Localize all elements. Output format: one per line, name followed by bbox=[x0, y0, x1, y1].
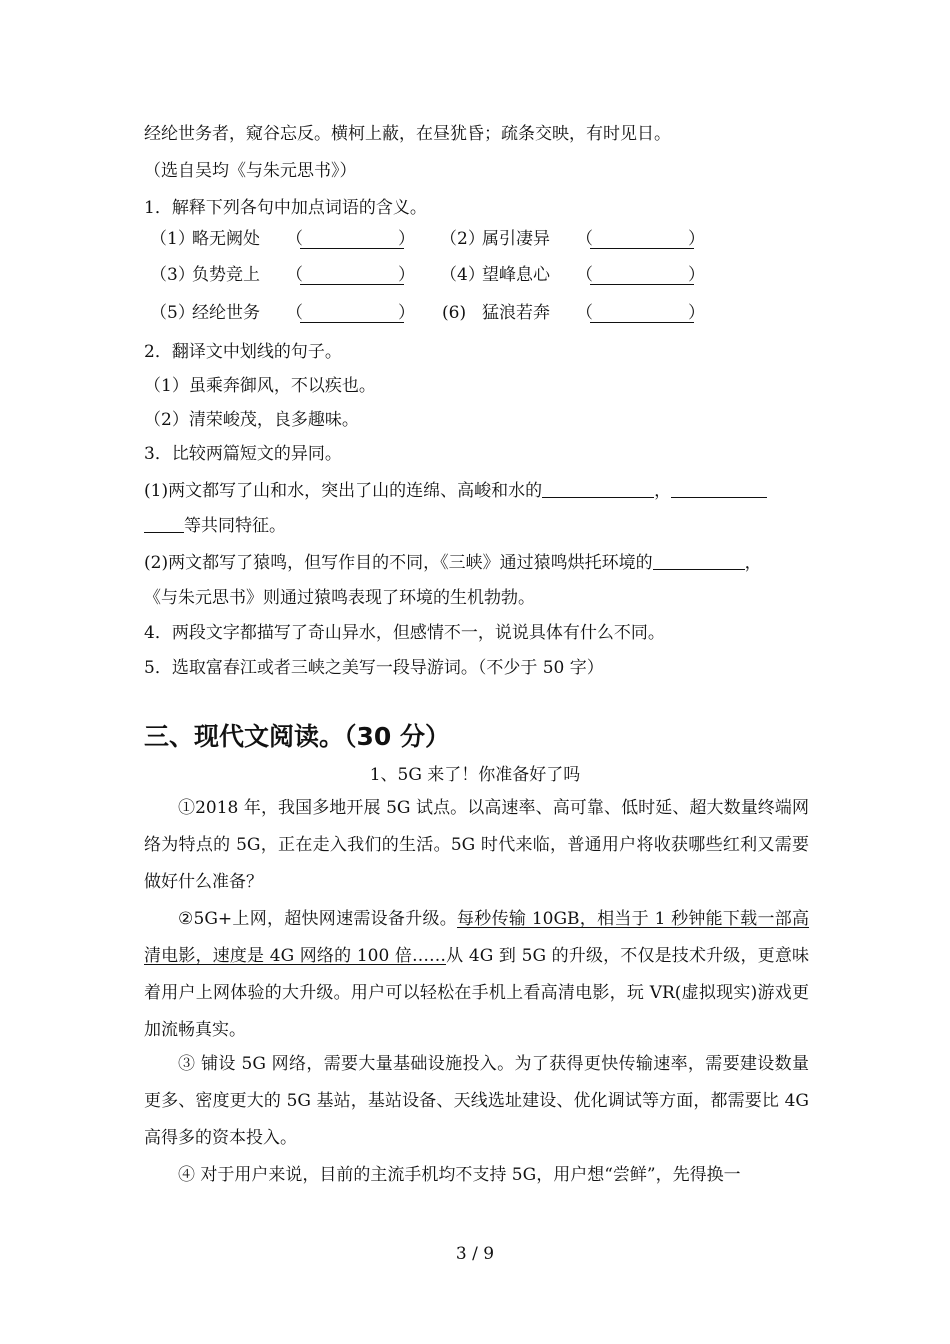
paragraph-1: ①2018 年，我国多地开展 5G 试点。以高速率、高可靠、低时延、超大数量终端网络为特点的 5G，正在走入我们的生活。5G 时代来临，普通用户将收获哪些红利又需要做好什么准备？ bbox=[144, 798, 809, 892]
q1-item-paren-r: ） bbox=[398, 265, 415, 285]
q1-item-text: 经纶世务 bbox=[192, 303, 260, 323]
question-2-sub-2: （2）清荣峻茂，良多趣味。 bbox=[144, 410, 359, 430]
q1-item-paren-l: （ bbox=[286, 303, 303, 323]
q3-2-text: (2)两文都写了猿鸣，但写作目的不同，《三峡》通过猿鸣烘托环境的 bbox=[144, 553, 653, 573]
question-3-sub-2-cont: 《与朱元思书》则通过猿鸣表现了环境的生机勃勃。 bbox=[144, 588, 535, 608]
q1-item-num: （5） bbox=[150, 303, 195, 323]
answer-blank[interactable] bbox=[590, 304, 694, 323]
q1-item-text: 猛浪若奔 bbox=[482, 303, 550, 323]
question-3: 3．比较两篇短文的异同。 bbox=[144, 444, 342, 464]
question-3-sub-1-cont bbox=[144, 514, 286, 537]
q1-item-text: 望峰息心 bbox=[482, 265, 550, 285]
question-5: 5．选取富春江或者三峡之美写一段导游词。（不少于 50 字） bbox=[144, 658, 604, 678]
section-title: 三、现代文阅读。（30 分） bbox=[144, 722, 450, 751]
page-number: 3 / 9 bbox=[455, 1244, 495, 1264]
q1-item-paren-r: ） bbox=[688, 303, 705, 323]
q1-item-num: （4） bbox=[440, 265, 485, 285]
answer-blank[interactable] bbox=[590, 230, 694, 249]
q1-item-num: （2） bbox=[440, 229, 485, 249]
q1-item-paren-r: ） bbox=[688, 265, 705, 285]
q3-2-comma: ， bbox=[744, 553, 762, 573]
q3-1-comma: ， bbox=[654, 481, 672, 501]
question-3-sub-2 bbox=[144, 551, 762, 574]
article-title: 1、5G 来了！你准备好了吗 bbox=[369, 765, 581, 785]
answer-blank[interactable] bbox=[653, 551, 745, 570]
q1-item-paren-r: ） bbox=[398, 303, 415, 323]
question-2: 2．翻译文中划线的句子。 bbox=[144, 342, 342, 362]
question-4: 4．两段文字都描写了奇山异水，但感情不一，说说具体有什么不同。 bbox=[144, 623, 665, 643]
q1-item-text: 属引凄异 bbox=[482, 229, 550, 249]
q1-item-num: (6) bbox=[442, 303, 467, 323]
paragraph-2 bbox=[144, 901, 809, 1049]
answer-blank[interactable] bbox=[300, 230, 404, 249]
q1-item-paren-l: （ bbox=[576, 229, 593, 249]
q1-item-num: （3） bbox=[150, 265, 195, 285]
q1-item-paren-r: ） bbox=[398, 229, 415, 249]
paragraph-2-body: 从 4G 到 5G 的升级，不仅是技术升级，更意味着用户上网体验的大升级。用户可以轻松在手机上看高清电影，玩 VR(虚拟现实)游戏更加流畅真实。 bbox=[144, 946, 809, 1040]
q1-item-paren-l: （ bbox=[286, 229, 303, 249]
underlined-sentence: 每秒传输 10GB，相当于 1 秒钟能下载一部高清电影，速度是 4G 网络的 100 倍…… bbox=[144, 909, 810, 966]
answer-blank[interactable] bbox=[300, 304, 404, 323]
answer-blank[interactable] bbox=[671, 479, 767, 498]
answer-blank[interactable] bbox=[300, 266, 404, 285]
q1-item-paren-l: （ bbox=[576, 303, 593, 323]
paragraph-2-intro: ②5G+上网，超快网速需设备升级。 bbox=[178, 909, 458, 929]
q3-1-tail: 等共同特征。 bbox=[184, 516, 286, 536]
q1-item-num: （1） bbox=[150, 229, 195, 249]
q1-item-text: 略无阙处 bbox=[192, 229, 260, 249]
classical-text-line: 经纶世务者，窥谷忘反。横柯上蔽，在昼犹昏；疏条交映，有时见日。 bbox=[144, 124, 671, 144]
q3-1-text: (1)两文都写了山和水，突出了山的连绵、高峻和水的 bbox=[144, 481, 543, 501]
answer-blank[interactable] bbox=[590, 266, 694, 285]
q1-item-paren-l: （ bbox=[576, 265, 593, 285]
question-1: 1．解释下列各句中加点词语的含义。 bbox=[144, 198, 427, 218]
classical-source: （选自吴均《与朱元思书》） bbox=[144, 161, 357, 181]
q1-item-paren-r: ） bbox=[688, 229, 705, 249]
answer-blank[interactable] bbox=[542, 479, 654, 498]
question-2-sub-1: （1）虽乘奔御风，不以疾也。 bbox=[144, 376, 376, 396]
paragraph-3: ③ 铺设 5G 网络，需要大量基础设施投入。为了获得更快传输速率，需要建设数量更多、密度更大的 5G 基站，基站设备、天线选址建设、优化调试等方面，都需要比 4G 高得多的资本投入。 bbox=[144, 1054, 809, 1148]
q1-item-paren-l: （ bbox=[286, 265, 303, 285]
answer-blank[interactable] bbox=[144, 514, 184, 533]
q1-item-text: 负势竞上 bbox=[192, 265, 260, 285]
question-3-sub-1 bbox=[144, 479, 767, 502]
paragraph-4: ④ 对于用户来说，目前的主流手机均不支持 5G，用户想“尝鲜”，先得换一 bbox=[178, 1165, 741, 1185]
